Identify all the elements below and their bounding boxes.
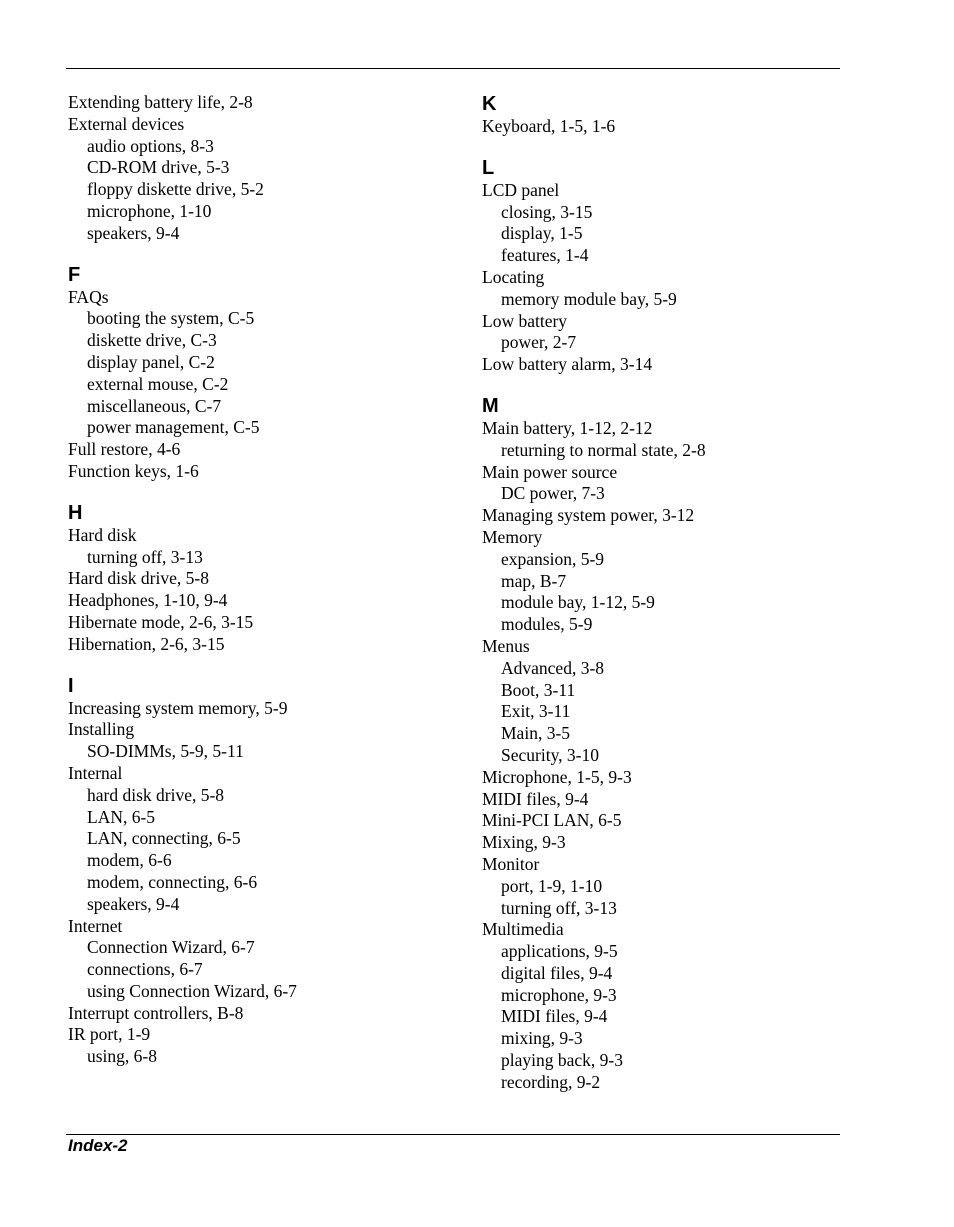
index-subentry: port, 1-9, 1-10: [501, 875, 603, 896]
index-subentry: Main, 3-5: [501, 723, 571, 744]
index-subentry: SO-DIMMs, 5-9, 5-11: [87, 741, 244, 762]
index-subentry: turning off, 3-13: [87, 546, 203, 567]
index-section-m: [482, 418, 872, 1094]
index-entry: Increasing system memory, 5-9: [68, 697, 288, 718]
index-entry: Locating: [482, 266, 545, 287]
index-entry: Mini-PCI LAN, 6-5: [482, 810, 622, 831]
index-entry: Memory: [482, 526, 543, 547]
index-subentry: mixing, 9-3: [501, 1028, 583, 1049]
index-entry: Full restore, 4-6: [68, 439, 181, 460]
index-entry: LCD panel: [482, 179, 560, 200]
index-section-h: [68, 525, 458, 656]
index-entry: Managing system power, 3-12: [482, 505, 695, 526]
index-entry: Low battery alarm, 3-14: [482, 354, 653, 375]
index-subentry: modem, 6-6: [87, 850, 172, 871]
index-entry: Menus: [482, 635, 530, 656]
index-column-right: [482, 92, 872, 1094]
index-subentry: diskette drive, C-3: [87, 330, 217, 351]
index-subentry: map, B-7: [501, 570, 567, 591]
index-subentry: memory module bay, 5-9: [501, 288, 677, 309]
index-subentry: Security, 3-10: [501, 744, 600, 765]
index-subentry: playing back, 9-3: [501, 1050, 623, 1071]
index-subentry: power, 2-7: [501, 332, 577, 353]
index-subentry: speakers, 9-4: [87, 893, 180, 914]
section-heading-h: H: [68, 501, 83, 524]
index-entry: Installing: [68, 719, 135, 740]
index-entry: Hibernate mode, 2-6, 3-15: [68, 611, 254, 632]
index-entry: Mixing, 9-3: [482, 832, 566, 853]
index-subentry: microphone, 9-3: [501, 984, 617, 1005]
section-heading-k: K: [482, 93, 497, 115]
index-column-left: [68, 92, 458, 1068]
index-subentry: booting the system, C-5: [87, 308, 255, 329]
index-entry: Extending battery life, 2-8: [68, 92, 253, 112]
index-subentry: features, 1-4: [501, 245, 589, 266]
index-subentry: audio options, 8-3: [87, 135, 214, 156]
index-section-l: [482, 180, 872, 376]
index-entry: Hibernation, 2-6, 3-15: [68, 633, 225, 654]
index-subentry: LAN, 6-5: [87, 806, 156, 827]
index-subentry: connections, 6-7: [87, 959, 203, 980]
index-subentry: hard disk drive, 5-8: [87, 784, 225, 805]
page-label: Index-2: [68, 1136, 128, 1155]
index-subentry: miscellaneous, C-7: [87, 395, 222, 416]
index-entry: Interrupt controllers, B-8: [68, 1002, 244, 1023]
index-subentry: turning off, 3-13: [501, 897, 617, 918]
index-entry: Monitor: [482, 853, 540, 874]
index-entry: Keyboard, 1-5, 1-6: [482, 116, 616, 136]
index-entry: Internal: [68, 762, 123, 783]
index-entry: Main power source: [482, 461, 618, 482]
index-subentry: applications, 9-5: [501, 941, 618, 962]
index-entry: FAQs: [68, 286, 109, 307]
index-subentry: recording, 9-2: [501, 1071, 601, 1092]
footer-rule: [66, 1134, 840, 1135]
index-subentry: CD-ROM drive, 5-3: [87, 157, 230, 178]
index-subentry: closing, 3-15: [501, 201, 593, 222]
index-subentry: display panel, C-2: [87, 351, 215, 372]
index-section-e: [68, 92, 458, 245]
index-subentry: speakers, 9-4: [87, 222, 180, 243]
index-subentry: using, 6-8: [87, 1046, 157, 1067]
index-subentry: Advanced, 3-8: [501, 657, 605, 678]
index-subentry: using Connection Wizard, 6-7: [87, 980, 297, 1001]
index-subentry: returning to normal state, 2-8: [501, 439, 706, 460]
index-entry: Multimedia: [482, 919, 564, 940]
section-heading-l: L: [482, 156, 495, 179]
index-subentry: MIDI files, 9-4: [501, 1006, 608, 1027]
index-subentry: module bay, 1-12, 5-9: [501, 592, 655, 613]
index-subentry: Connection Wizard, 6-7: [87, 937, 255, 958]
section-heading-f: F: [68, 263, 81, 286]
index-entry: Low battery: [482, 310, 568, 331]
index-subentry: external mouse, C-2: [87, 373, 229, 394]
index-subentry: modem, connecting, 6-6: [87, 871, 258, 892]
index-subentry: modules, 5-9: [501, 614, 593, 635]
index-entry: Function keys, 1-6: [68, 460, 199, 481]
index-subentry: Exit, 3-11: [501, 701, 571, 722]
index-entry: External devices: [68, 113, 185, 134]
index-subentry: microphone, 1-10: [87, 200, 212, 221]
header-rule: [66, 68, 840, 69]
index-subentry: power management, C-5: [87, 417, 260, 438]
index-entry: Hard disk: [68, 524, 137, 545]
index-section-k: [482, 116, 872, 138]
index-section-i: [68, 698, 458, 1069]
index-entry: MIDI files, 9-4: [482, 788, 589, 809]
index-subentry: DC power, 7-3: [501, 483, 605, 504]
index-entry: Internet: [68, 915, 123, 936]
index-subentry: expansion, 5-9: [501, 548, 605, 569]
index-entry: Headphones, 1-10, 9-4: [68, 590, 228, 611]
section-heading-i: I: [68, 674, 74, 697]
index-entry: Hard disk drive, 5-8: [68, 568, 209, 589]
index-subentry: Boot, 3-11: [501, 679, 576, 700]
index-entry: Main battery, 1-12, 2-12: [482, 417, 653, 438]
index-entry: Microphone, 1-5, 9-3: [482, 766, 632, 787]
index-entry: IR port, 1-9: [68, 1024, 151, 1045]
index-subentry: digital files, 9-4: [501, 962, 613, 983]
index-subentry: display, 1-5: [501, 223, 583, 244]
index-subentry: floppy diskette drive, 5-2: [87, 179, 264, 200]
index-section-f: [68, 287, 458, 483]
section-heading-m: M: [482, 394, 499, 417]
index-subentry: LAN, connecting, 6-5: [87, 828, 241, 849]
